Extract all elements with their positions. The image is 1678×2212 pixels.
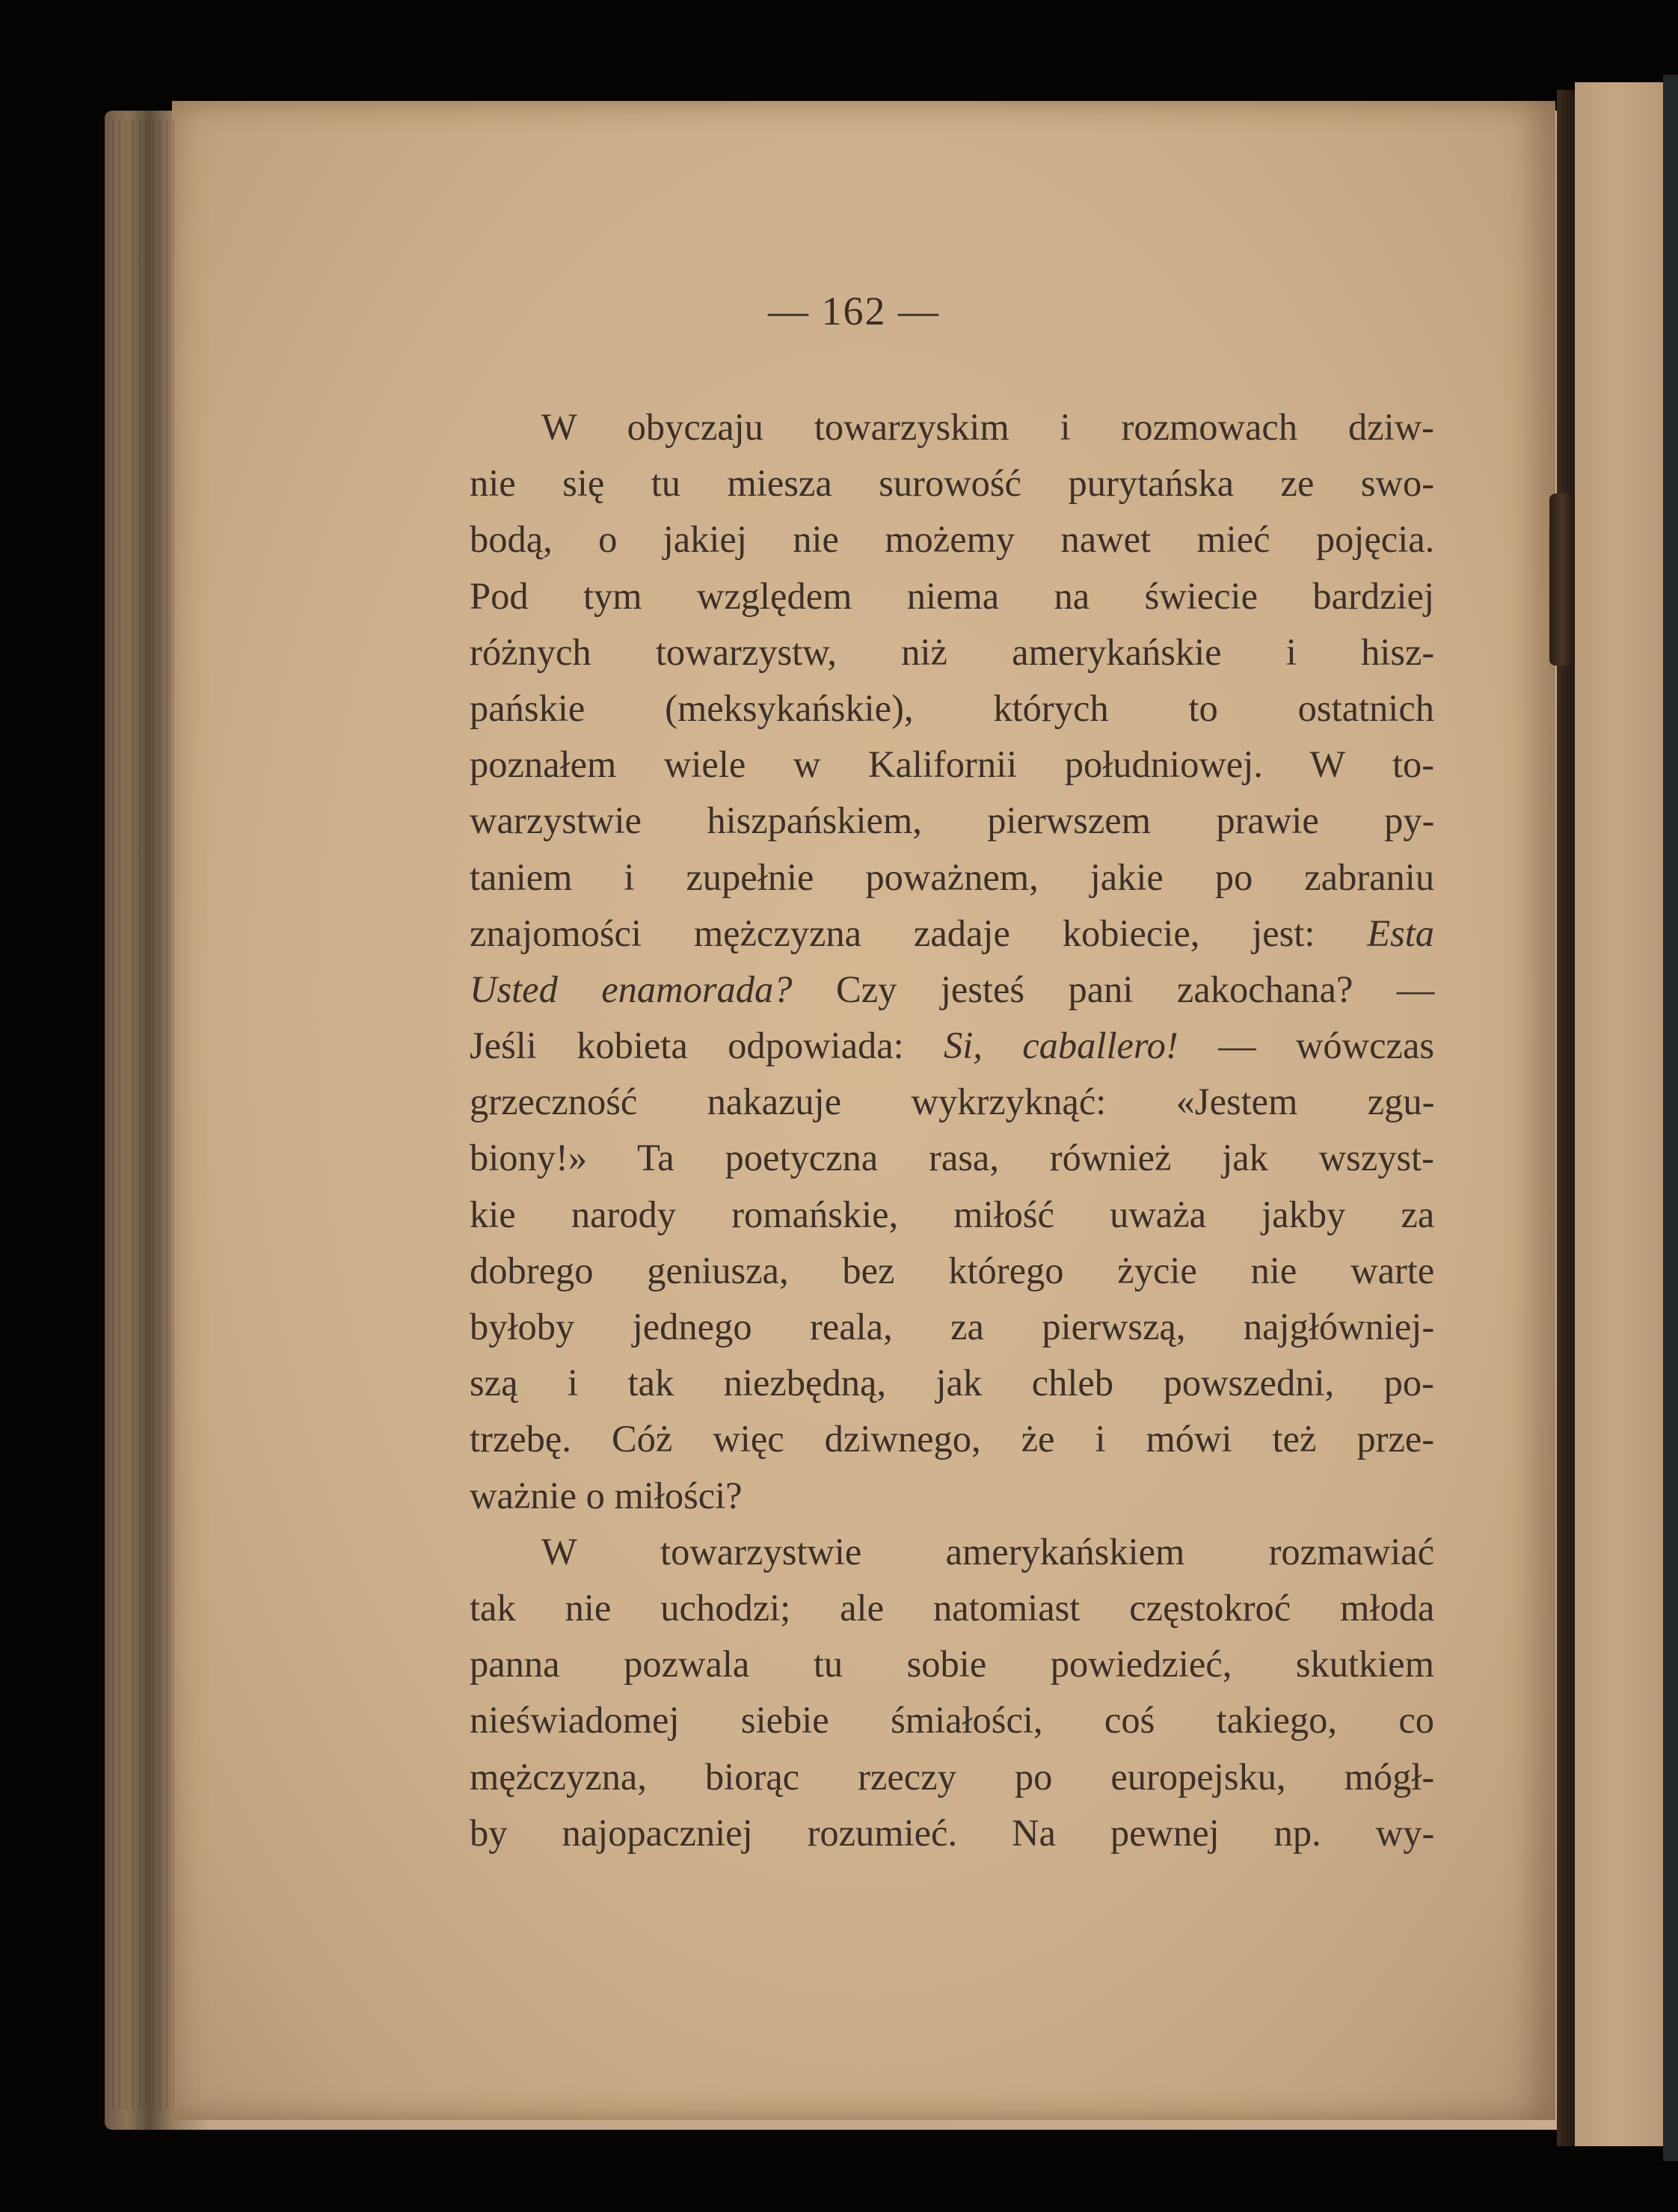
page-number: — 162 — bbox=[768, 289, 940, 334]
text-line bbox=[470, 1749, 1434, 1805]
text-line bbox=[470, 511, 1434, 568]
line-text: szą i tak niezbędną, jak chleb powszedni, po- bbox=[470, 1362, 1434, 1404]
italic-text: Usted enamorada? bbox=[470, 968, 793, 1010]
text-line bbox=[470, 1018, 1434, 1074]
line-text: znajomości mężczyzna zadaje kobiecie, jest: bbox=[470, 912, 1315, 954]
text-line bbox=[470, 737, 1434, 793]
text-line bbox=[470, 1524, 1434, 1580]
line-text: dobrego geniusza, bez którego życie nie warte bbox=[470, 1249, 1435, 1291]
line-text: panna pozwala tu sobie powiedzieć, skutkiem bbox=[470, 1643, 1434, 1686]
line-text: grzeczność nakazuje wykrzyknąć: «Jestem zgu- bbox=[470, 1081, 1435, 1123]
line-text: tak nie uchodzi; ale natomiast częstokroć młoda bbox=[470, 1586, 1435, 1629]
line-text: trzebę. Cóż więc dziwnego, że i mówi też prze- bbox=[470, 1418, 1435, 1460]
line-text: Czy jesteś pani zakochana? — bbox=[836, 968, 1435, 1010]
line-text: poznałem wiele w Kalifornii południowej. W to- bbox=[470, 743, 1435, 786]
line-text: by najopaczniej rozumieć. Na pewnej np. wy- bbox=[470, 1811, 1435, 1854]
line-text: mężczyzna, biorąc rzeczy po europejsku, mógł- bbox=[470, 1755, 1435, 1798]
text-line bbox=[470, 624, 1434, 681]
text-line bbox=[470, 1299, 1434, 1355]
text-line bbox=[470, 1580, 1434, 1636]
line-text: Pod tym względem niema na świecie bardziej bbox=[470, 574, 1434, 617]
text-line bbox=[470, 906, 1434, 962]
italic-text: Si, caballero! bbox=[944, 1024, 1178, 1067]
line-text: ważnie o miłości? bbox=[470, 1474, 743, 1517]
line-text: nie się tu miesza surowość purytańska ze swo- bbox=[470, 462, 1435, 505]
italic-text: Esta bbox=[1367, 912, 1434, 954]
line-text: pańskie (meksykańskie), których to ostatnich bbox=[470, 686, 1434, 729]
line-text: biony!» Ta poetyczna rasa, również jak wszyst- bbox=[470, 1137, 1434, 1179]
line-text: — wówczas bbox=[1218, 1024, 1435, 1067]
line-text: taniem i zupełnie poważnem, jakie po zabraniu bbox=[470, 855, 1435, 898]
text-line bbox=[470, 1411, 1434, 1467]
text-line bbox=[470, 850, 1434, 906]
text-line bbox=[470, 1074, 1434, 1130]
text-line bbox=[470, 1187, 1434, 1243]
body-text bbox=[470, 399, 1434, 1861]
text-line bbox=[470, 681, 1434, 737]
text-line bbox=[470, 1805, 1434, 1861]
text-line bbox=[470, 455, 1434, 511]
page-stack-lines bbox=[112, 120, 179, 2109]
line-text: nieświadomej siebie śmiałości, coś takiego, co bbox=[470, 1699, 1435, 1742]
text-line bbox=[470, 1636, 1434, 1692]
line-text: bodą, o jakiej nie możemy nawet mieć pojęcia. bbox=[470, 518, 1435, 561]
line-text: różnych towarzystw, niż amerykańskie i hisz- bbox=[470, 630, 1435, 673]
text-line bbox=[470, 1243, 1434, 1299]
text-line bbox=[470, 1692, 1434, 1748]
line-text: byłoby jednego reala, za pierwszą, najgłówniej- bbox=[470, 1306, 1435, 1348]
line-text: kie narody romańskie, miłość uważa jakby za bbox=[470, 1193, 1435, 1235]
page-clip bbox=[1549, 494, 1575, 666]
book-cover-edge bbox=[1663, 75, 1678, 2161]
line-text: W towarzystwie amerykańskiem rozmawiać bbox=[541, 1530, 1435, 1573]
text-line bbox=[470, 568, 1434, 624]
text-line bbox=[470, 962, 1434, 1018]
text-line bbox=[470, 1468, 1434, 1524]
line-text: W obyczaju towarzyskim i rozmowach dziw- bbox=[541, 406, 1434, 448]
text-line bbox=[470, 1355, 1434, 1411]
text-line bbox=[470, 1130, 1434, 1186]
text-line bbox=[470, 793, 1434, 849]
line-text: warzystwie hiszpańskiem, pierwszem prawie py- bbox=[470, 799, 1435, 842]
line-text: Jeśli kobieta odpowiada: bbox=[470, 1024, 904, 1067]
text-line bbox=[470, 399, 1434, 455]
